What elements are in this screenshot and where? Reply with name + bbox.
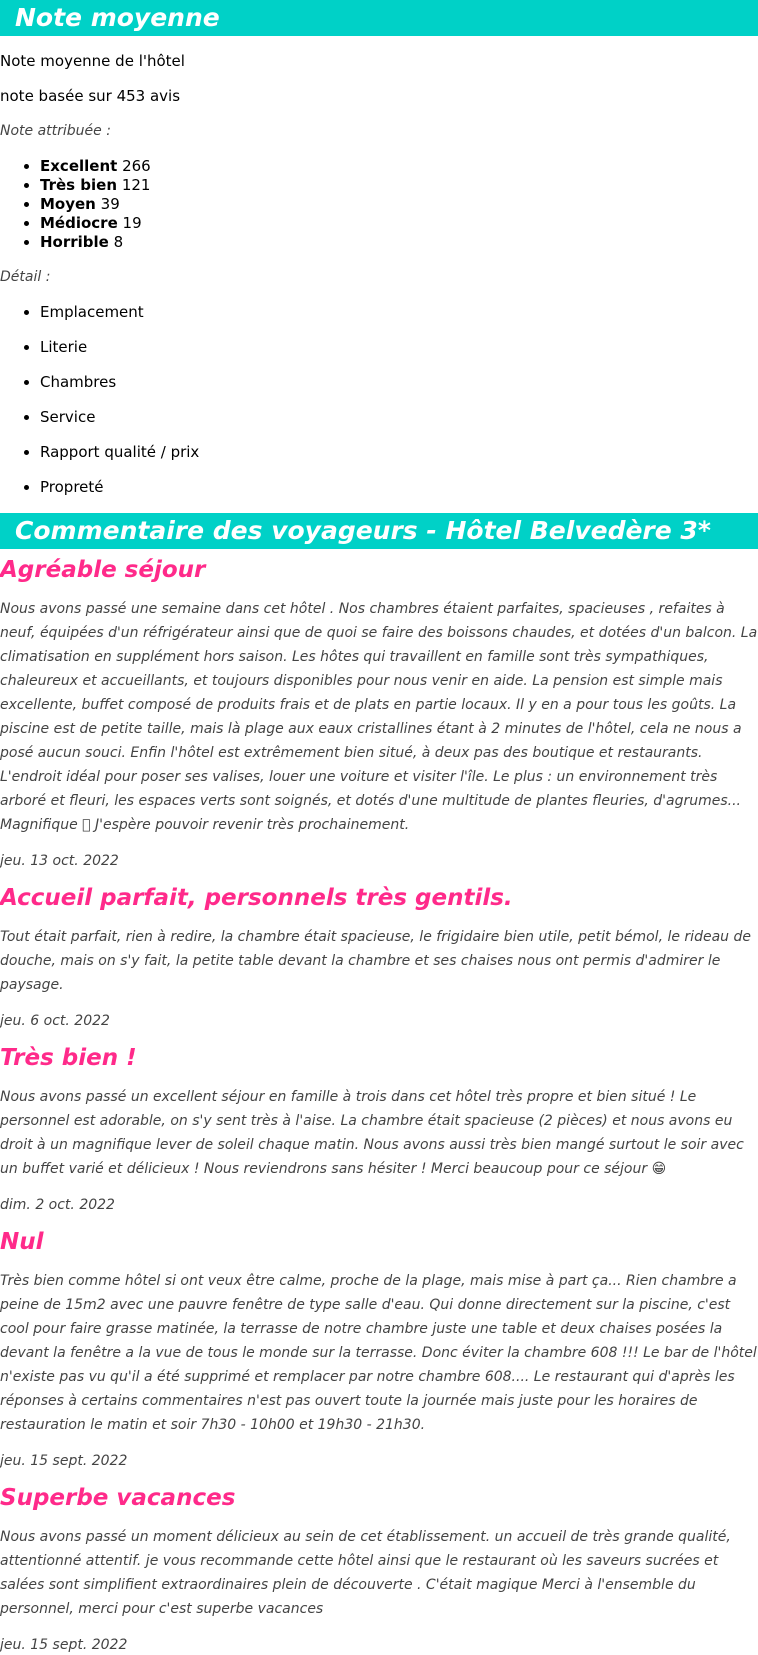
rating-header (0, 0, 758, 36)
rating-item-excellent (40, 157, 758, 176)
review (0, 1227, 758, 1471)
review-text: Très bien comme hôtel si ont veux être calme, proche de la plage, mais mise à part ça... Rien chambre a peine de 15m2 avec une pauvre fenêtre de type salle d'eau. Qui donne directement sur la piscine, c'est cool pour faire grasse matinée, la terrasse de notre chambre juste une table et deux chaises posées la devant la fenêtre a la vue de tous le monde sur la terrasse. Donc éviter la chambre 608 !!! Le bar de l'hôtel n'existe pas vu qu'il a été supprimé et remplacer par notre chambre 608.... Le restaurant qui d'après les réponses à certains commentaires n'est pas ouvert toute la journée mais juste pour les horaires de restauration le matin et soir 7h30 - 10h00 et 19h30 - 21h30. (0, 1273, 757, 1433)
rating-label: Moyen (40, 195, 96, 213)
review-date: dim. 2 oct. 2022 (0, 1197, 115, 1213)
rating-count: 19 (122, 214, 142, 232)
review-title: Superbe vacances (0, 1485, 236, 1511)
rating-count: 121 (121, 176, 151, 194)
rating-given-label: Note attribuée : (0, 123, 111, 139)
rating-count: 266 (122, 157, 151, 175)
rating-breakdown-list (0, 157, 758, 252)
rating-label: Médiocre (40, 214, 118, 232)
detail-item-rapport-qualite-prix: • Rapport qualité / prix (40, 443, 758, 462)
reviews-header-title: Commentaire des voyageurs - Hôtel Belvedère 3* (15, 516, 711, 545)
detail-item-chambres: • Chambres (40, 373, 758, 392)
review-text: Nous avons passé une semaine dans cet hôtel . Nos chambres étaient parfaites, spacieuses , refaites à neuf, équipées d'un réfrigérateur ainsi que de quoi se faire des boissons chaudes, et dotées d'un balcon. La climatisation en supplément hors saison. Les hôtes qui travaillent en famille sont très sympathiques, chaleureux et accueillants, et toujours disponibles pour nous venir en aide. La pension est simple mais excellente, buffet composé de produits frais et de plats en partie locaux. Il y en a pour tous les goûts. La piscine est de petite taille, mais là plage aux eaux cristallines étant à 2 minutes de l'hôtel, cela ne nous a posé aucun souci. Enfin l'hôtel est extrêmement bien situé, à deux pas des boutique et restaurants. L'endroit idéal pour poser ses valises, louer une voiture et visiter l'île. Le plus : un environnement très arboré et fleuri, les espaces verts sont soignés, et dotés d'une multitude de plantes fleuries, d'agrumes... Magnifique 􀀀 J'espère pouvoir revenir très prochainement. (0, 601, 758, 833)
rating-count: 8 (113, 233, 124, 251)
review-title: Agréable séjour (0, 557, 206, 583)
rating-item-mediocre (40, 214, 758, 233)
review (0, 883, 758, 1031)
review-date: jeu. 15 sept. 2022 (0, 1453, 128, 1469)
rating-item-tres-bien (40, 176, 758, 195)
review (0, 1043, 758, 1215)
review-text: Tout était parfait, rien à redire, la chambre était spacieuse, le frigidaire bien utile, petit bémol, le rideau de douche, mais on s'y fait, la petite table devant la chambre et ses chaises nous ont permis d'admirer le paysage. (0, 929, 751, 993)
review-text: Nous avons passé un excellent séjour en famille à trois dans cet hôtel très propre et bien situé ! Le personnel est adorable, on s'y sent très à l'aise. La chambre était spacieuse (2 pièces) et nous avons eu droit à un magnifique lever de soleil chaque matin. Nous avons aussi très bien mangé surtout le soir avec un buffet varié et délicieux ! Nous reviendrons sans hésiter ! Merci beaucoup pour ce séjour 😁 (0, 1089, 744, 1177)
review-date: jeu. 13 oct. 2022 (0, 853, 119, 869)
rating-item-horrible (40, 233, 758, 252)
detail-item-emplacement: • Emplacement (40, 303, 758, 322)
review (0, 1483, 758, 1655)
review-title: Nul (0, 1229, 44, 1255)
rating-label: Horrible (40, 233, 109, 251)
rating-count: 39 (100, 195, 120, 213)
review-title: Très bien ! (0, 1045, 137, 1071)
review (0, 555, 758, 871)
detail-label: Détail : (0, 269, 51, 285)
review-title: Accueil parfait, personnels très gentils. (0, 885, 513, 911)
detail-item-proprete: • Propreté (40, 478, 758, 497)
review-date: jeu. 15 sept. 2022 (0, 1637, 128, 1653)
average-rating-subtitle: Note moyenne de l'hôtel (0, 52, 185, 70)
review-text: Nous avons passé un moment délicieux au sein de cet établissement. un accueil de très grande qualité, attentionné attentif. je vous recommande cette hôtel ainsi que le restaurant où les saveurs sucrées et salées sont simplifient extraordinaires plein de découverte . C'était magique Merci à l'ensemble du personnel, merci pour c'est superbe vacances (0, 1529, 731, 1617)
rating-label: Très bien (40, 176, 118, 194)
review-date: jeu. 6 oct. 2022 (0, 1013, 110, 1029)
rating-item-moyen (40, 195, 758, 214)
detail-item-literie: • Literie (40, 338, 758, 357)
detail-item-service: • Service (40, 408, 758, 427)
reviews-count: note basée sur 453 avis (0, 87, 181, 105)
rating-header-title: Note moyenne (15, 3, 220, 32)
detail-list (0, 303, 758, 497)
reviews-header (0, 513, 758, 549)
rating-label: Excellent (40, 157, 118, 175)
